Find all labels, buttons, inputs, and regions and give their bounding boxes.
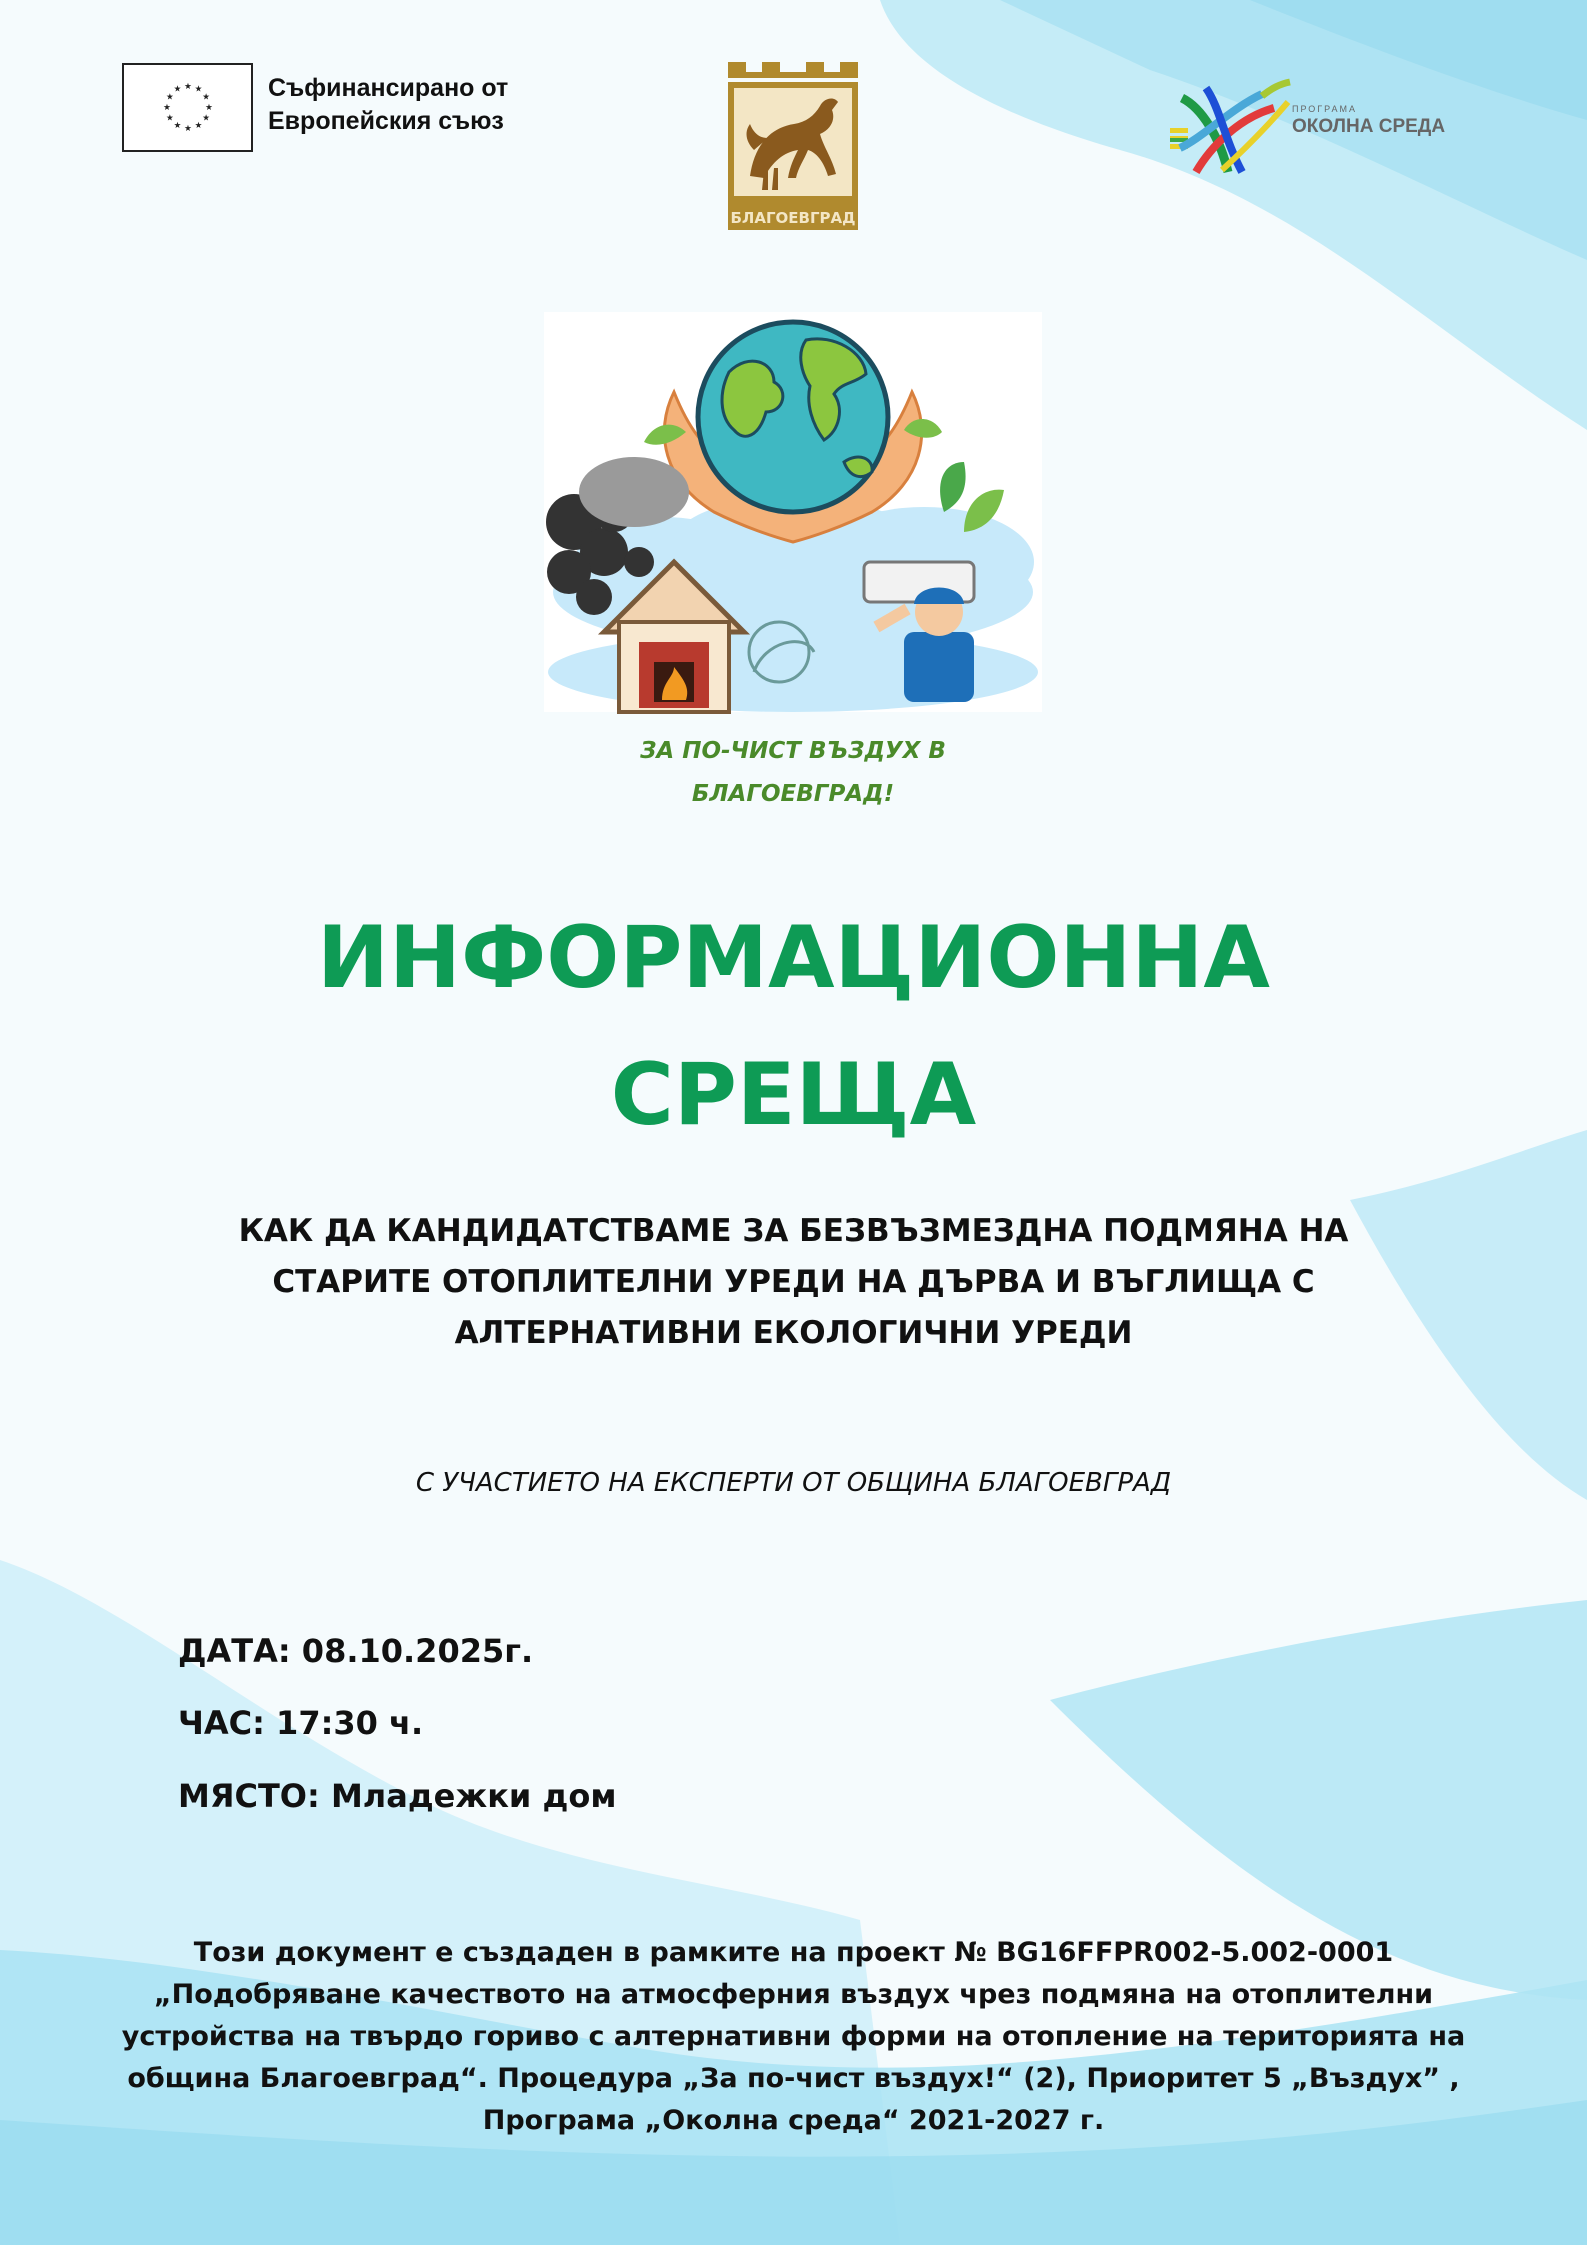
slogan-line2: БЛАГОЕВГРАД!	[691, 781, 895, 807]
program-label-small: ПРОГРАМА	[1292, 104, 1358, 114]
svg-text:★: ★	[163, 102, 171, 113]
svg-text:★: ★	[166, 113, 174, 124]
crest-label: БЛАГОЕВГРАД	[730, 209, 856, 227]
eu-text-line2: Европейския съюз	[268, 107, 504, 135]
subtitle	[180, 1206, 1407, 1359]
footer-line1: Този документ е създаден в рамките на проект № BG16FFPR002-5.002-0001	[193, 1937, 1394, 1968]
slogan-line1: ЗА ПО-ЧИСТ ВЪЗДУХ В	[640, 738, 946, 764]
slogan	[544, 730, 1042, 816]
event-time: ЧАС: 17:30 ч.	[178, 1704, 424, 1742]
svg-text:★: ★	[166, 92, 174, 103]
footer-line3: устройства на твърдо гориво с алтернативни форми на отопление на територията на	[121, 2021, 1466, 2052]
blagoevgrad-crest-icon	[724, 58, 862, 233]
experts-note: С УЧАСТИЕТО НА ЕКСПЕРТИ ОТ ОБЩИНА БЛАГОЕВГРАД	[415, 1468, 1172, 1498]
svg-text:★: ★	[173, 84, 182, 95]
footer-line4: община Благоевград“. Процедура „За по-чист въздух!“ (2), Приоритет 5 „Въздух” ,	[127, 2063, 1460, 2094]
subtitle-line1: КАК ДА КАНДИДАТСТВАМЕ ЗА БЕЗВЪЗМЕЗДНА ПОДМЯНА НА	[238, 1213, 1349, 1249]
eu-cofinanced-text	[268, 72, 508, 138]
svg-text:★: ★	[202, 92, 211, 103]
svg-text:★: ★	[194, 121, 203, 132]
subtitle-line2: СТАРИТЕ ОТОПЛИТЕЛНИ УРЕДИ НА ДЪРВА И ВЪГЛИЩА С	[272, 1264, 1315, 1300]
svg-text:★: ★	[194, 84, 203, 95]
event-place: МЯСТО: Младежки дом	[178, 1777, 617, 1815]
title-line1: ИНФОРМАЦИОННА	[317, 908, 1270, 1008]
svg-text:★: ★	[184, 81, 192, 92]
eu-text-line1: Съфинансирано от	[268, 74, 509, 102]
program-name: ОКОЛНА СРЕДА	[1292, 116, 1446, 137]
svg-text:★: ★	[173, 121, 182, 132]
svg-text:★: ★	[184, 123, 192, 134]
project-footer	[60, 1932, 1527, 2142]
svg-text:★: ★	[205, 102, 213, 113]
svg-text:★: ★	[202, 113, 211, 124]
footer-line5: Програма „Околна среда“ 2021-2027 г.	[482, 2105, 1105, 2136]
title-line2: СРЕЩА	[610, 1045, 977, 1145]
footer-line2: „Подобряване качеството на атмосферния въздух чрез подмяна на отоплителни	[153, 1979, 1434, 2010]
subtitle-line3: АЛТЕРНАТИВНИ ЕКОЛОГИЧНИ УРЕДИ	[454, 1315, 1133, 1351]
program-environment-logo-icon	[1162, 78, 1297, 178]
page-title	[0, 890, 1587, 1164]
eu-flag-icon	[122, 63, 253, 152]
event-date: ДАТА: 08.10.2025г.	[178, 1632, 534, 1670]
